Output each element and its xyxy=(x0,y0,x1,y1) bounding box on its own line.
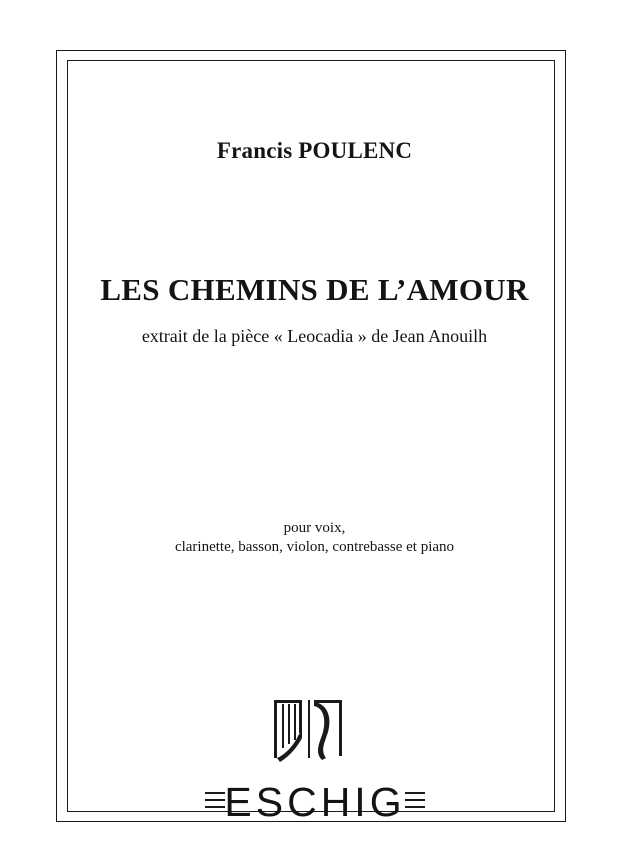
eschig-harp-logo-icon xyxy=(268,698,348,770)
work-subtitle: extrait de la pièce « Leocadia » de Jean Anouilh xyxy=(141,326,488,346)
work-title: LES CHEMINS DE L’AMOUR xyxy=(100,272,529,307)
composer-name: Francis POULENC xyxy=(216,138,413,163)
publisher-name: ESCHIG xyxy=(224,779,406,825)
instrumentation-line-2: clarinette, basson, violon, contrebasse et piano xyxy=(174,539,455,555)
publisher-lockup xyxy=(205,778,425,828)
instrumentation-line-1: pour voix, xyxy=(283,520,346,536)
